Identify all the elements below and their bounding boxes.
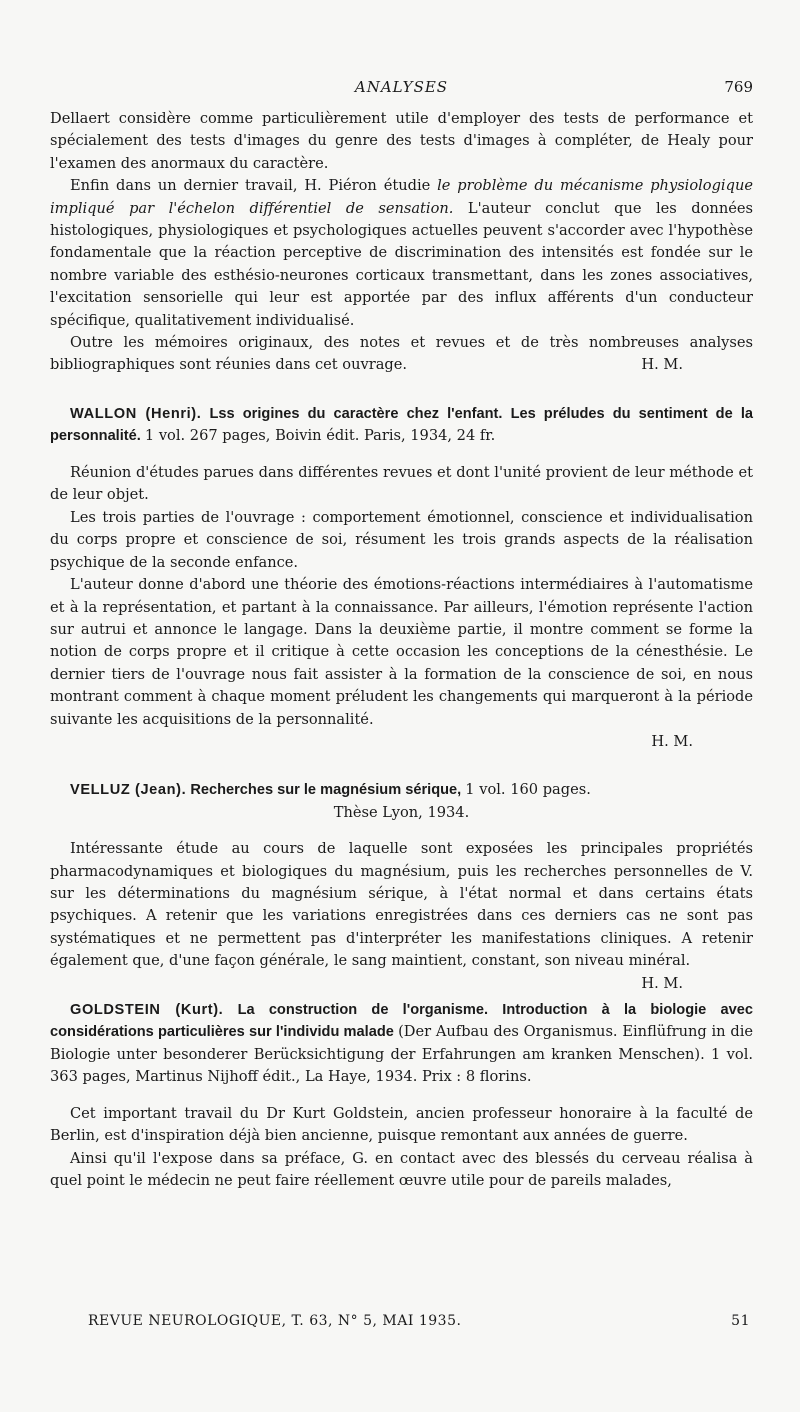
goldstein-details: (Der Aufbau des Organismus. Einflüfrung in die Biologie unter besonderer Berücksichtigung der Erfahrungen am kranken Menschen). 1 vol. 363 pages, Martinus Nijhoff édit., La Haye, 1934. Prix : 8 florins. — [50, 1023, 753, 1086]
page-number: 769 — [724, 78, 753, 96]
wallon-reference — [50, 403, 753, 448]
journal-citation: REVUE NEUROLOGIQUE, T. 63, N° 5, MAI 1935. — [88, 1313, 462, 1329]
velluz-reference — [50, 779, 753, 802]
wallon-paragraph-1: Réunion d'études parues dans différentes revues et dont l'unité provient de leur méthode et de leur objet. — [50, 464, 753, 504]
velluz-author: VELLUZ (Jean). — [70, 781, 187, 798]
velluz-title: Recherches sur le magnésium sérique, — [190, 781, 462, 798]
velluz-thesis-text: Thèse Lyon, 1934. — [333, 803, 470, 821]
velluz-thesis — [50, 802, 753, 825]
goldstein-paragraph-2: Ainsi qu'il l'expose dans sa préface, G. en contact avec des blessés du cerveau réalisa à quel point le médecin ne peut faire réellement œuvre utile pour de pareils malades, — [50, 1149, 753, 1190]
wallon-signature: H. M. — [651, 732, 693, 750]
wallon-title: Lss origines du caractère chez l'enfant. Les préludes du sentiment de la personnalité. — [50, 405, 753, 445]
goldstein-paragraph-1: Cet important travail du Dr Kurt Goldstein, ancien professeur honoraire à la faculté de Berlin, est d'inspiration déjà bien ancienne, puisque remontant aux années de guerre. — [50, 1104, 753, 1145]
review-wallon — [50, 403, 753, 753]
page-footer — [88, 1313, 750, 1329]
review-velluz — [50, 779, 753, 992]
goldstein-title: La construction de l'organisme. Introduction à la biologie avec considérations particulières sur l'individu malade — [50, 1001, 753, 1041]
page — [50, 78, 753, 1193]
page-header — [50, 78, 753, 108]
intro-p3-text: Outre les mémoires originaux, des notes et revues et de très nombreuses analyses bibliographiques sont réunies dans cet ouvrage. — [50, 334, 753, 374]
intro-p2-italic-title: le problème du mécanisme physiologique impliqué par l'échelon différentiel de sensation. — [50, 177, 753, 217]
intro-paragraph-1: Dellaert considère comme particulièrement utile d'employer des tests de performance et spécialement des tests d'images du genre des tests d'images à compléter, de Healy pour l'examen des anormaux du caractère. — [50, 110, 753, 172]
goldstein-author: GOLDSTEIN (Kurt). — [70, 1001, 224, 1018]
velluz-paragraph-1 — [50, 838, 753, 992]
wallon-paragraph-2: Les trois parties de l'ouvrage : comportement émotionnel, conscience et individualisation du corps propre et conscience de soi, résument les trois grands aspects de la réalisation psychique de la seconde enfance. — [50, 508, 753, 571]
wallon-paragraph-3: L'auteur donne d'abord une théorie des émotions-réactions intermédiaires à l'automatisme et à la représentation, et partant à la connaissance. Par ailleurs, l'émotion représente l'action sur autrui et annonce le langage. Dans la deuxième partie, il montre comment se forme la notion de corps propre et il critique à cette occasion les conceptions de la cénesthésie. Le dernier tiers de l'ouvrage nous fait assister à la formation de la conscience de soi, en nous montrant comment à chaque moment préludent les changements qui marqueront à la période suivante les acquisitions de la personnalité. — [50, 576, 753, 728]
velluz-details: 1 vol. 160 pages. — [465, 780, 591, 798]
intro-signature: H. M. — [641, 356, 683, 374]
intro-paragraph-2 — [50, 175, 753, 332]
running-title: ANALYSES — [354, 78, 449, 96]
velluz-p1-text: Intéressante étude au cours de laquelle sont exposées les principales propriétés pharmacodynamiques et biologiques du magnésium, puis les recherches personnelles de V. sur les déterminations du magnésium sérique, à l'état normal et dans certains états psychiques. A retenir que les variations enregistrées dans ces derniers cas ne sont pas systématiques et ne permettent pas d'interpréter les manifestations cliniques. A retenir également que, d'une façon générale, le sang maintient, constant, son niveau minéral. — [50, 840, 753, 970]
velluz-signature: H. M. — [641, 974, 683, 992]
intro-section — [50, 108, 753, 377]
goldstein-reference — [50, 999, 753, 1089]
footer-page-number: 51 — [731, 1313, 750, 1329]
review-goldstein — [50, 999, 753, 1193]
wallon-details: 1 vol. 267 pages, Boivin édit. Paris, 1934, 24 fr. — [144, 427, 496, 445]
intro-paragraph-3 — [50, 332, 753, 377]
wallon-author: WALLON (Henri). — [70, 405, 202, 422]
intro-p2-start: Enfin dans un dernier travail, H. Piéron étudie — [70, 177, 438, 195]
intro-p2-end: L'auteur conclut que les données histologiques, physiologiques et psychologiques actuelles peuvent s'accorder avec l'hypothèse fondamentale que la réaction perceptive de discrimination des intensités est fondée sur le nombre variable des esthésio-neurones corticaux transmettant, dans les zones associatives, l'excitation sensorielle qui leur est apportée par des influx afférents d'un conducteur spécifique, qualitativement individualisé. — [50, 199, 753, 329]
